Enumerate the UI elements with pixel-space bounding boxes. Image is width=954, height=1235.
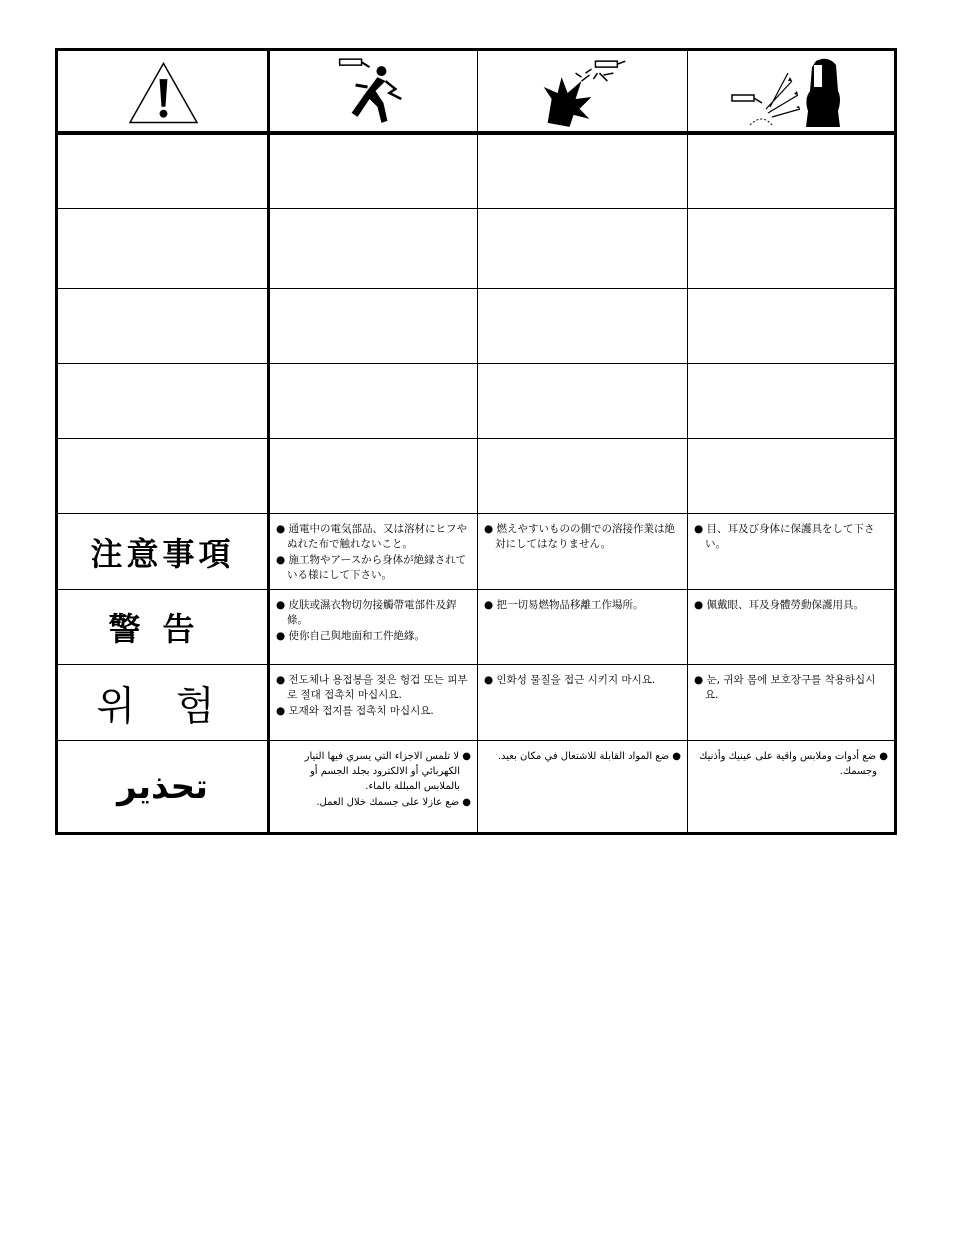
warning-triangle-icon (58, 51, 267, 131)
warning-text-fire: ● ضع المواد القابلة للاشتعال في مكان بعيد. (484, 749, 681, 765)
language-label: 警告 (108, 610, 217, 648)
warning-text-fire: ● 燃えやすいものの側での溶接作業は絶対にしてはなりません。 (484, 522, 681, 553)
electric-shock-icon (270, 51, 477, 131)
warning-text-fire: ● 把一切易燃物品移離工作場所。 (484, 598, 681, 614)
warning-text-rays: ● 目、耳及び身体に保護具をして下さい。 (694, 522, 888, 553)
warning-text-fire: ● 인화성 물질을 접근 시키지 마시요. (484, 673, 681, 689)
warning-text-shock: ● 전도체나 용접봉을 젖은 헝겁 또는 피부로 절대 접촉치 마십시요. ● 모재와 접지를 접촉치 마십시요. (276, 673, 471, 720)
empty-row (58, 209, 894, 289)
icon-header-row (58, 51, 894, 135)
empty-row (58, 289, 894, 364)
header-cell-fire (478, 51, 688, 131)
warning-text-rays: ● 佩戴眼、耳及身體勞動保護用具。 (694, 598, 888, 614)
fire-explosion-icon (478, 51, 687, 131)
warning-text-rays: ● 눈, 귀와 몸에 보호장구를 착용하십시요. (694, 673, 888, 704)
warning-text-shock: ● 通電中の電気部品、又は溶材にヒフやぬれた布で触れないこと。 ● 施工物やアースから身体が絶縁されている様にして下さい。 (276, 522, 471, 584)
warning-text-shock: ● لا تلمس الاجزاء التي يسري فيها التيار الكهربائي أو الالكترود بجلد الجسم أو بالملابس المبللة بالماء. ● ضع عازلا على جسمك خلال العمل. (276, 749, 471, 811)
arc-rays-helmet-icon (688, 51, 894, 131)
empty-row (58, 439, 894, 514)
language-label: 위 험 (96, 683, 229, 729)
header-cell-shock (270, 51, 478, 131)
header-cell-warning (58, 51, 270, 131)
language-label: 注意事項 (90, 534, 235, 573)
empty-row (58, 135, 894, 209)
empty-row (58, 364, 894, 439)
warning-text-shock: ● 皮肤或濕衣物切勿接觸帶電部件及銲條。 ● 使你自己與地面和工件絶緣。 (276, 598, 471, 645)
header-cell-arc-rays (688, 51, 894, 131)
language-row-chinese (58, 590, 894, 665)
language-row-japanese (58, 514, 894, 590)
language-row-korean (58, 665, 894, 741)
language-label: تحذير (117, 766, 208, 807)
warning-text-rays: ● ضع أدوات وملابس واقية على عينيك وأذنيك وجسمك. (694, 749, 888, 780)
language-row-arabic (58, 741, 894, 832)
safety-warning-table (55, 48, 897, 835)
